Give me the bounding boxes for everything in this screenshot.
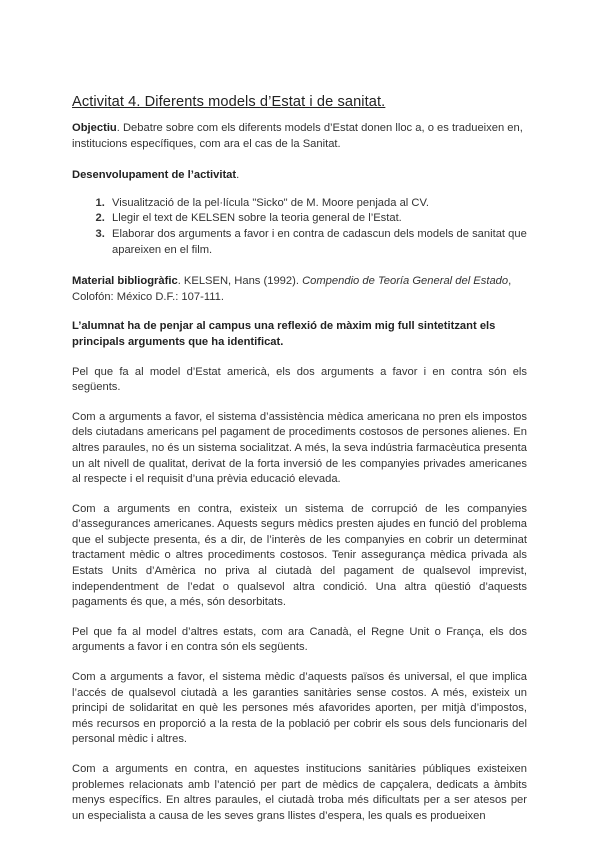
body-paragraph: Com a arguments en contra, en aquestes institucions sanitàries públiques existeixen problemes relacionats amb l’atenció per part de mèdics de capçalera, dedicats a àmbits menys específics. En altres paraules, el ciutadà troba més dificultats per a ser atesos per un especialista a causa de les seves grans llistes d’espera, les quals es produeixen bbox=[72, 763, 527, 822]
development-heading bbox=[72, 168, 527, 184]
page-title: Activitat 4. Diferents models d’Estat i de sanitat. bbox=[72, 94, 386, 110]
objective-label: Objectiu bbox=[72, 122, 117, 134]
bibliography-publisher: , Colofón: México D.F.: 107-111. bbox=[72, 275, 512, 303]
list-item: 3. Elaborar dos arguments a favor i en contra de cadascun dels models de sanitat que apareixen en el film. bbox=[108, 227, 527, 258]
bibliography-author: . KELSEN, Hans (1992). bbox=[177, 275, 303, 288]
list-item: 2. Llegir el text de KELSEN sobre la teoria general de l’Estat. bbox=[108, 211, 527, 227]
bibliography-work-title: Compendio de Teoría General del Estado bbox=[302, 275, 509, 288]
body-paragraph: Pel que fa al model d’altres estats, com ara Canadà, el Regne Unit o França, els dos arguments a favor i en contra són els següents. bbox=[72, 625, 527, 654]
list-item: 1. Visualització de la pel·lícula "Sicko" de M. Moore penjada al CV. bbox=[108, 196, 527, 212]
objective-text: . Debatre sobre com els diferents models d’Estat donen lloc a, o es tradueixen en, institucions específiques, com ara el cas de la Sanitat. bbox=[72, 122, 523, 150]
body-paragraph: Com a arguments a favor, el sistema mèdic d’aquests països és universal, el que implica l’accés de qualsevol ciutadà a les garanties sanitàries sense costos. A més, existeix un principi de solidaritat en què les persones més afavorides aporten, per mitjà d’impostos, més recursos en proporció a la resta de la població per cobrir els sous dels funcionaris del personal mèdic i altres. bbox=[72, 671, 527, 746]
bibliography-paragraph bbox=[72, 274, 527, 305]
document-body bbox=[72, 93, 527, 824]
activity-steps-list bbox=[72, 196, 527, 258]
development-heading-text: Desenvolupament de l’activitat bbox=[72, 169, 237, 182]
body-paragraph: Pel que fa al model d’Estat americà, els dos arguments a favor i en contra són els següents. bbox=[72, 365, 527, 394]
instruction-paragraph: L’alumnat ha de penjar al campus una reflexió de màxim mig full sintetitzant els principals arguments que ha identificat. bbox=[72, 320, 496, 348]
bibliography-label: Material bibliogràfic bbox=[72, 275, 178, 288]
development-heading-tail: . bbox=[236, 169, 240, 182]
objective-paragraph bbox=[72, 121, 527, 152]
body-paragraph: Com a arguments a favor, el sistema d’assistència mèdica americana no pren els impostos dels ciutadans americans pel pagament de procediments costosos de persones alienes. En altres paraules, no és un sistema socialitzat. A més, la seva indústria farmacèutica presenta un alt nivell de qualitat, derivat de la forta inversió de les companyies privades americanes al respecte i el requisit d’una prèvia educació elevada. bbox=[72, 410, 527, 486]
body-paragraph: Com a arguments en contra, existeix un sistema de corrupció de les companyies d’assegurances americanes. Aquests segurs mèdics presten ajudes en funció del problema que el subjecte presenta, és a dir, de l’interès de les companyies en cobrir un determinat tractament mèdic o altres procediments costosos. Tenir assegurança mèdica privada als Estats Units d’Amèrica no priva al ciutadà del pagament de qualsevol imprevist, independentment de l’edat o qualsevol altra condició. Una altra qüestió d’aquests pagaments és que, a més, són desorbitats. bbox=[72, 502, 527, 609]
